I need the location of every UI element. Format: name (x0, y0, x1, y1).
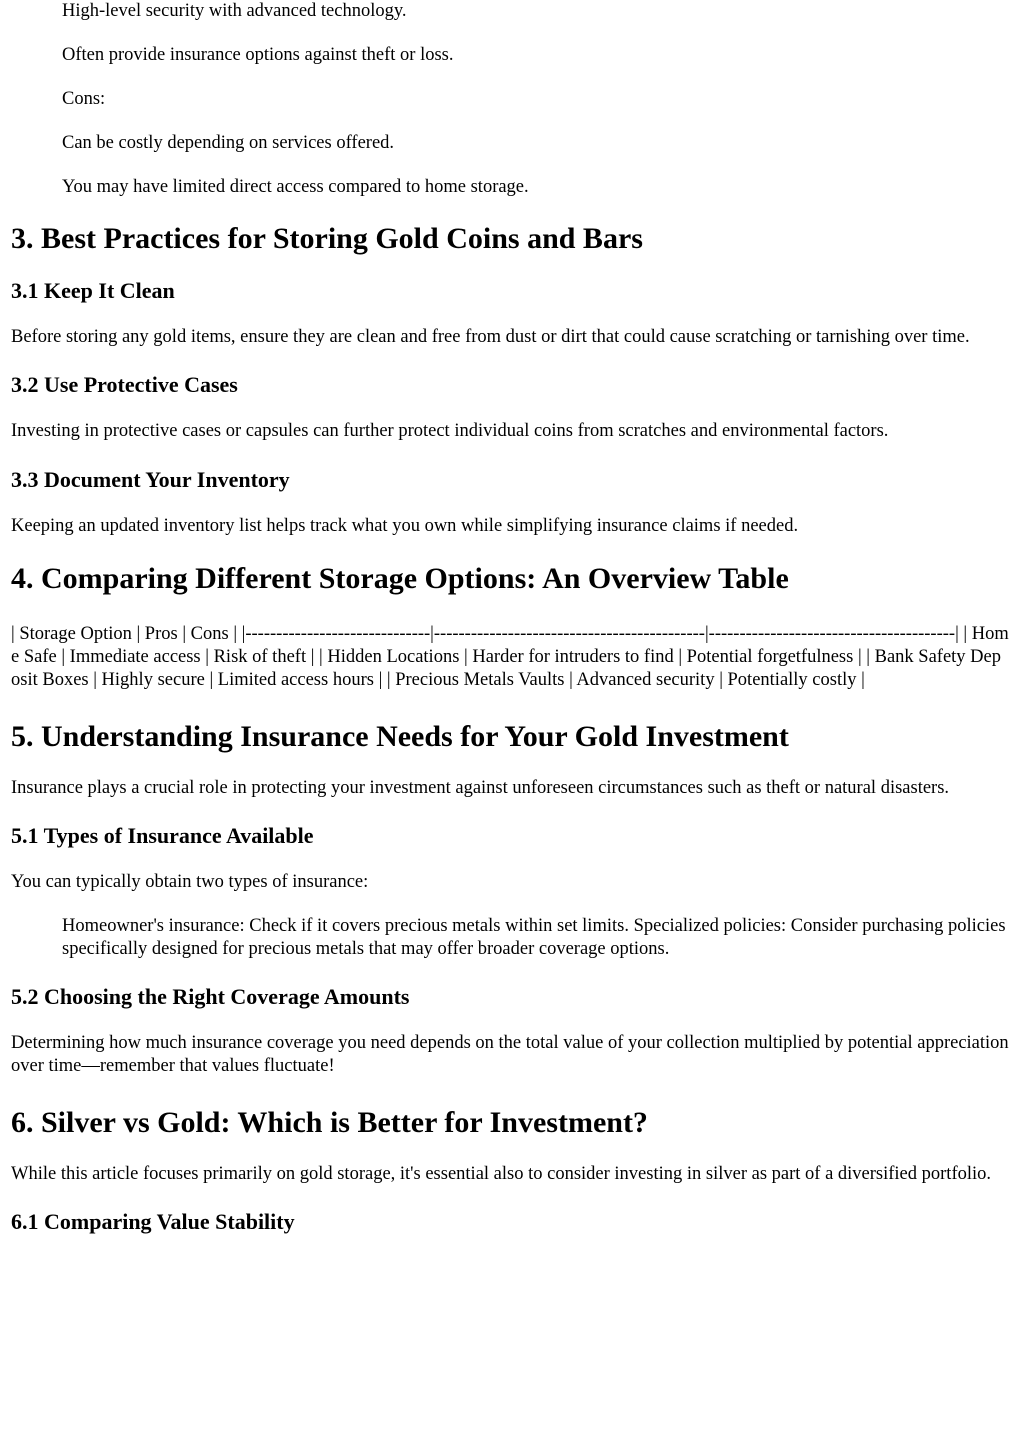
cons-item-costly: Can be costly depending on services offered. (62, 133, 395, 153)
section-5-1-heading: 5.1 Types of Insurance Available (11, 823, 314, 848)
section-3-3-heading: 3.3 Document Your Inventory (11, 467, 290, 492)
section-3-2-text: Investing in protective cases or capsules can further protect individual coins from scratches and environmental factors. (11, 421, 889, 441)
section-5-1-text: You can typically obtain two types of insurance: (11, 872, 369, 892)
insurance-types-list: Homeowner's insurance: Check if it covers precious metals within set limits. Specialized policies: Consider purchasing policies specifically designed for precious metals that may offer broader coverage options. (62, 916, 1006, 959)
section-4-heading: 4. Comparing Different Storage Options: An Overview Table (11, 562, 789, 595)
section-5-heading: 5. Understanding Insurance Needs for Your Gold Investment (11, 720, 789, 753)
section-3-3-text: Keeping an updated inventory list helps track what you own while simplifying insurance claims if needed. (11, 516, 799, 536)
pros-item-insurance: Often provide insurance options against theft or loss. (62, 45, 454, 65)
section-6-1-heading: 6.1 Comparing Value Stability (11, 1209, 295, 1234)
section-3-heading: 3. Best Practices for Storing Gold Coins and Bars (11, 222, 643, 255)
cons-label: Cons: (62, 89, 106, 109)
section-5-2-text: Determining how much insurance coverage you need depends on the total value of your collection multiplied by potential appreciation over time—remember that values fluctuate! (11, 1033, 1009, 1076)
section-3-2-heading: 3.2 Use Protective Cases (11, 372, 238, 397)
section-5-2-heading: 5.2 Choosing the Right Coverage Amounts (11, 984, 410, 1009)
cons-item-access: You may have limited direct access compared to home storage. (62, 177, 529, 197)
section-3-1-heading: 3.1 Keep It Clean (11, 278, 175, 303)
overview-table-text: | Storage Option | Pros | Cons | |------------------------------|--------------------------------------------|----------------------------------------| | Home Safe | Immediate access | Risk of theft | | Hidden Locations | Harder for intruders to find | Potential forgetfulness | | Bank Safety Deposit Boxes | Highly secure | Limited access hours | | Precious Metals Vaults | Advanced security | Potentially costly | (11, 624, 1009, 690)
section-5-intro: Insurance plays a crucial role in protecting your investment against unforeseen circumstances such as theft or natural disasters. (11, 778, 950, 798)
section-3-1-text: Before storing any gold items, ensure they are clean and free from dust or dirt that could cause scratching or tarnishing over time. (11, 327, 970, 347)
section-6-intro: While this article focuses primarily on gold storage, it's essential also to consider investing in silver as part of a diversified portfolio. (11, 1164, 992, 1184)
pros-item-security: High-level security with advanced technology. (62, 1, 407, 21)
section-6-heading: 6. Silver vs Gold: Which is Better for Investment? (11, 1106, 648, 1139)
